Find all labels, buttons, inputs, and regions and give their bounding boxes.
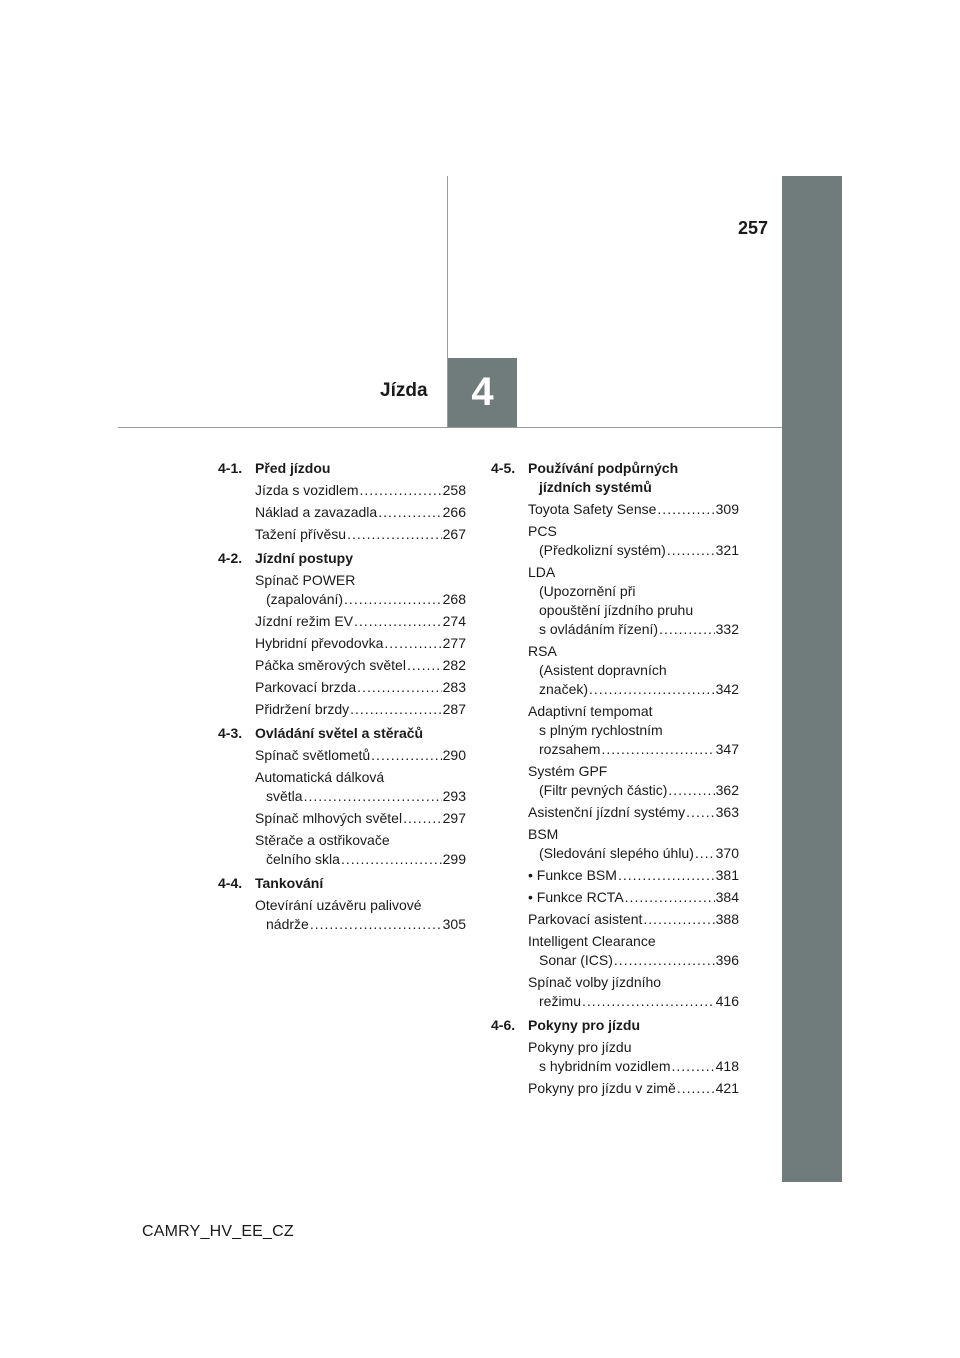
toc-entry-text: (Sledování slepého úhlu) [539,845,694,861]
toc-entry[interactable] [528,1079,739,1098]
toc-entry-row [255,915,466,934]
toc-entry[interactable] [528,522,739,560]
toc-page-number: 363 [715,804,739,820]
toc-entry[interactable] [528,866,739,885]
dot-leader [354,612,442,631]
toc-entry-text: Sonar (ICS) [539,952,613,968]
toc-page-number: 283 [442,679,466,695]
toc-entry-row [255,590,466,609]
section-title [528,1016,739,1035]
toc-page-number: 258 [442,482,466,498]
toc-entry-row [528,992,739,1011]
toc-entry-text: značek) [539,681,589,697]
toc-entry[interactable] [255,896,466,934]
toc-entry[interactable] [255,525,466,544]
toc-page-number: 297 [442,810,466,826]
toc-entry-row [255,612,466,631]
toc-entry[interactable] [528,803,739,822]
toc-entry-row [528,620,739,639]
dot-leader [668,781,714,800]
dot-leader [614,951,715,970]
section-number: 4-6. [491,1017,516,1033]
section-title [528,459,739,497]
toc-entry-text: Přidržení brzdy [255,701,350,717]
toc-entry-text: Adaptivní tempomat [528,703,653,719]
toc-entry[interactable] [528,932,739,970]
dot-leader [589,680,715,699]
dot-leader [359,481,441,500]
toc-entry-text: Asistenční jízdní systémy [528,804,686,820]
toc-entry[interactable] [255,481,466,500]
dot-leader [643,910,714,929]
chapter-number-box: 4 [448,358,517,427]
toc-entry-text: Pokyny pro jízdu v zimě [528,1080,676,1096]
toc-entry-text: (Předkolizní systém) [539,542,666,558]
dot-leader [659,620,715,639]
toc-entry-text: čelního skla [266,851,340,867]
toc-entry-row [255,700,466,719]
section-heading [491,459,739,497]
toc-entry-text: Spínač POWER [255,572,356,588]
toc-entry[interactable] [255,768,466,806]
toc-entry[interactable] [255,746,466,765]
toc-page-number: 332 [715,621,739,637]
toc-entry-row [255,503,466,522]
toc-entry[interactable] [255,678,466,697]
toc-entry-text: režimu [539,993,582,1009]
toc-page-number: 282 [442,657,466,673]
section-heading [491,1016,739,1035]
toc-entry[interactable] [255,656,466,675]
toc-entry-text: Spínač mlhových světel [255,810,403,826]
toc-entry[interactable] [255,612,466,631]
section-title-line: Pokyny pro jízdu [528,1017,641,1033]
toc-column-right [491,459,739,1101]
toc-entry-row [528,910,739,929]
toc-page-number: 416 [715,993,739,1009]
toc-entry-text: Systém GPF [528,763,608,779]
toc-entry-text: Intelligent Clearance [528,933,656,949]
toc-entry-row [255,809,466,828]
toc-entry-row [528,888,739,907]
toc-entry-row [528,500,739,519]
toc-page-number: 418 [715,1058,739,1074]
toc-entry-row [528,1057,739,1076]
toc-entry-row [528,866,739,885]
dot-leader [618,866,715,885]
toc-entry-text: Otevírání uzávěru palivové [255,897,422,913]
dot-leader [667,541,715,560]
section-title [255,549,466,568]
section-heading [218,459,466,478]
dot-leader [341,850,442,869]
toc-page-number: 347 [715,741,739,757]
toc-entry-text: (Upozornění při [539,583,636,599]
toc-entry[interactable] [528,973,739,1011]
dot-leader [310,915,442,934]
toc-page-number: 362 [715,782,739,798]
toc-page-number: 277 [442,635,466,651]
toc-entry-text: Náklad a zavazadla [255,504,378,520]
toc-page-number: 287 [442,701,466,717]
toc-page-number: 266 [442,504,466,520]
toc-entry-text: (zapalování) [266,591,344,607]
toc-entry-text: • Funkce RCTA [528,889,624,905]
toc-page-number: 421 [715,1080,739,1096]
dot-leader [403,809,442,828]
toc-page-number: 274 [442,613,466,629]
toc-entry-text: LDA [528,564,556,580]
section-title-line: Tankování [255,875,324,891]
toc-entry-row [528,951,739,970]
toc-page-number: 321 [715,542,739,558]
toc-entry[interactable] [255,571,466,609]
toc-entry[interactable] [528,910,739,929]
toc-entry-row [528,781,739,800]
dot-leader [677,1079,715,1098]
toc-entry-text: Jízdní režim EV [255,613,354,629]
dot-leader [378,503,441,522]
toc-entry-text: Automatická dálková [255,769,385,785]
toc-entry-row [528,803,739,822]
toc-entry[interactable] [255,809,466,828]
section-title [255,874,466,893]
dot-leader [672,1057,715,1076]
toc-entry-row [255,656,466,675]
dot-leader [350,700,441,719]
toc-entry-row [255,525,466,544]
toc-entry-row [255,850,466,869]
toc-entry-text: • Funkce BSM [528,867,617,883]
toc-entry-text: Parkovací brzda [255,679,357,695]
dot-leader [371,746,441,765]
section-number: 4-2. [218,550,243,566]
section-title-line: Ovládání světel a stěračů [255,725,424,741]
dot-leader [344,590,442,609]
toc-entry[interactable] [255,503,466,522]
toc-entry-text: Parkovací asistent [528,911,643,927]
toc-entry-text: Spínač volby jízdního [528,974,662,990]
toc-entry-text: s hybridním vozidlem [539,1058,671,1074]
toc-entry[interactable] [528,500,739,519]
dot-leader [347,525,442,544]
toc-entry-text: s plným rychlostním [539,722,663,738]
page-number: 257 [738,218,769,238]
dot-leader [407,656,442,675]
toc-entry-text: opouštění jízdního pruhu [539,602,694,618]
toc-entry-text: Spínač světlometů [255,747,371,763]
dot-leader [657,500,714,519]
toc-entry-row [255,481,466,500]
toc-entry-row [255,787,466,806]
dot-leader [695,844,715,863]
chapter-title: Jízda [380,380,428,401]
toc-entry-text: Toyota Safety Sense [528,501,657,517]
toc-page-number: 309 [715,501,739,517]
toc-entry-row [255,678,466,697]
dot-leader [625,888,715,907]
toc-entry-text: RSA [528,643,557,659]
toc-entry[interactable] [255,831,466,869]
toc-column-left [218,459,466,937]
toc-entry-row [255,746,466,765]
toc-entry[interactable] [255,634,466,653]
toc-entry-text: Páčka směrových světel [255,657,406,673]
toc-entry-text: světla [266,788,303,804]
toc-entry-text: PCS [528,523,557,539]
toc-entry-text: Tažení přívěsu [255,526,347,542]
chapter-sidebar-tab [782,176,842,1182]
section-title [255,724,466,743]
document-footer: CAMRY_HV_EE_CZ [142,1223,294,1240]
toc-entry[interactable] [528,1038,739,1076]
dot-leader [304,787,442,806]
toc-page-number: 342 [715,681,739,697]
toc-entry-text: Hybridní převodovka [255,635,384,651]
toc-page-number: 293 [442,788,466,804]
section-number: 4-4. [218,875,243,891]
toc-page-number: 396 [715,952,739,968]
dot-leader [384,634,441,653]
toc-entry-text: rozsahem [539,741,601,757]
dot-leader [686,803,714,822]
section-heading [218,549,466,568]
toc-entry-row [528,680,739,699]
toc-entry-text: Stěrače a ostřikovače [255,832,390,848]
toc-entry[interactable] [528,702,739,759]
toc-entry-text: (Filtr pevných částic) [539,782,668,798]
dot-leader [357,678,441,697]
toc-page-number: 268 [442,591,466,607]
section-title-line: Jízdní postupy [255,550,353,566]
toc-entry[interactable] [255,700,466,719]
toc-page-number: 267 [442,526,466,542]
section-title-line: jízdních systémů [539,479,652,495]
section-number: 4-3. [218,725,243,741]
section-title-line: Používání podpůrných [528,460,679,476]
toc-entry-row [528,740,739,759]
toc-entry-text: (Asistent dopravních [539,662,667,678]
section-number: 4-5. [491,460,516,476]
section-heading [218,874,466,893]
toc-entry-row [255,634,466,653]
toc-entry[interactable] [528,563,739,639]
toc-entry-text: BSM [528,826,559,842]
toc-page-number: 384 [715,889,739,905]
toc-page-number: 299 [442,851,466,867]
toc-page-number: 370 [715,845,739,861]
toc-entry-text: Jízda s vozidlem [255,482,359,498]
toc-page-number: 290 [442,747,466,763]
section-heading [218,724,466,743]
toc-entry-row [528,844,739,863]
dot-leader [582,992,715,1011]
toc-entry-text: Pokyny pro jízdu [528,1039,632,1055]
toc-page-number: 305 [442,916,466,932]
toc-entry-text: s ovládáním řízení) [539,621,659,637]
toc-entry[interactable] [528,888,739,907]
toc-page-number: 388 [715,911,739,927]
toc-entry-text: nádrže [266,916,309,932]
section-number: 4-1. [218,460,243,476]
section-title [255,459,466,478]
toc-entry-row [528,1079,739,1098]
dot-leader [601,740,714,759]
toc-entry[interactable] [528,642,739,699]
horizontal-divider [118,427,782,428]
toc-page-number: 381 [715,867,739,883]
section-title-line: Před jízdou [255,460,331,476]
toc-entry-row [528,541,739,560]
toc-entry[interactable] [528,825,739,863]
toc-entry[interactable] [528,762,739,800]
